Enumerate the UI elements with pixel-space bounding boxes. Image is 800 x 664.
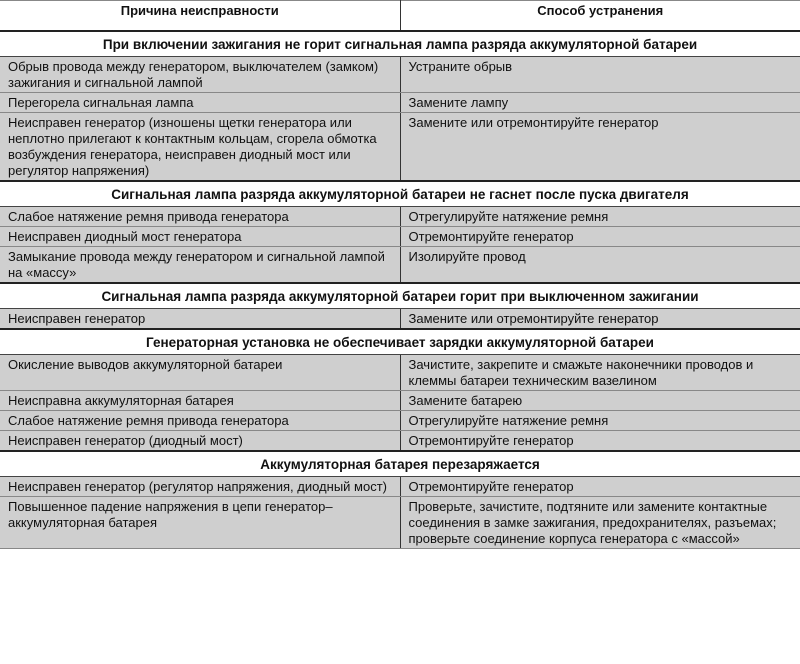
table-row (0, 113, 800, 182)
cause-cell: Обрыв провода между генератором, выключателем (замком) зажигания и сигнальной лампой (0, 57, 400, 93)
remedy-cell: Отремонтируйте генератор (400, 431, 800, 452)
cause-cell: Неисправна аккумуляторная батарея (0, 391, 400, 411)
cause-cell: Замыкание провода между генератором и сигнальной лампой на «массу» (0, 247, 400, 284)
table-row (0, 411, 800, 431)
header-row (0, 1, 800, 32)
table-row (0, 247, 800, 284)
remedy-cell: Отрегулируйте натяжение ремня (400, 411, 800, 431)
remedy-cell: Устраните обрыв (400, 57, 800, 93)
table-row (0, 431, 800, 452)
cause-cell: Неисправен генератор (0, 309, 400, 330)
section-header-row (0, 329, 800, 355)
table-row (0, 57, 800, 93)
cause-cell: Неисправен генератор (регулятор напряжения, диодный мост) (0, 477, 400, 497)
section-title: Сигнальная лампа разряда аккумуляторной батареи горит при выключенном зажигании (0, 283, 800, 309)
table-row (0, 497, 800, 549)
table-row (0, 93, 800, 113)
remedy-cell: Изолируйте провод (400, 247, 800, 284)
table-row (0, 207, 800, 227)
table-row (0, 227, 800, 247)
header-remedy: Способ устранения (400, 1, 800, 32)
section-title: Аккумуляторная батарея перезаряжается (0, 451, 800, 477)
cause-cell: Перегорела сигнальная лампа (0, 93, 400, 113)
table-row (0, 391, 800, 411)
section-header-row (0, 283, 800, 309)
section-title: При включении зажигания не горит сигнальная лампа разряда аккумуляторной батареи (0, 31, 800, 57)
cause-cell: Слабое натяжение ремня привода генератора (0, 207, 400, 227)
cause-cell: Неисправен генератор (изношены щетки генератора или неплотно прилегают к контактным кольцам, сгорела обмотка возбуждения генератора, неисправен диодный мост или регулятор напряжения) (0, 113, 400, 182)
remedy-cell: Отремонтируйте генератор (400, 477, 800, 497)
remedy-cell: Замените лампу (400, 93, 800, 113)
table-row (0, 309, 800, 330)
remedy-cell: Зачистите, закрепите и смажьте наконечники проводов и клеммы батареи техническим вазелином (400, 355, 800, 391)
remedy-cell: Замените батарею (400, 391, 800, 411)
remedy-cell: Отремонтируйте генератор (400, 227, 800, 247)
remedy-cell: Замените или отремонтируйте генератор (400, 309, 800, 330)
cause-cell: Слабое натяжение ремня привода генератора (0, 411, 400, 431)
cause-cell: Окисление выводов аккумуляторной батареи (0, 355, 400, 391)
table-body (0, 31, 800, 549)
cause-cell: Неисправен диодный мост генератора (0, 227, 400, 247)
section-title: Генераторная установка не обеспечивает зарядки аккумуляторной батареи (0, 329, 800, 355)
table-row (0, 355, 800, 391)
remedy-cell: Проверьте, зачистите, подтяните или замените контактные соединения в замке зажигания, предохранителях, разъемах; проверьте соединение корпуса генератора с «массой» (400, 497, 800, 549)
section-title: Сигнальная лампа разряда аккумуляторной батареи не гаснет после пуска двигателя (0, 181, 800, 207)
remedy-cell: Замените или отремонтируйте генератор (400, 113, 800, 182)
header-cause: Причина неисправности (0, 1, 400, 32)
table-row (0, 477, 800, 497)
section-header-row (0, 181, 800, 207)
cause-cell: Повышенное падение напряжения в цепи генератор–аккумуляторная батарея (0, 497, 400, 549)
cause-cell: Неисправен генератор (диодный мост) (0, 431, 400, 452)
remedy-cell: Отрегулируйте натяжение ремня (400, 207, 800, 227)
section-header-row (0, 451, 800, 477)
section-header-row (0, 31, 800, 57)
